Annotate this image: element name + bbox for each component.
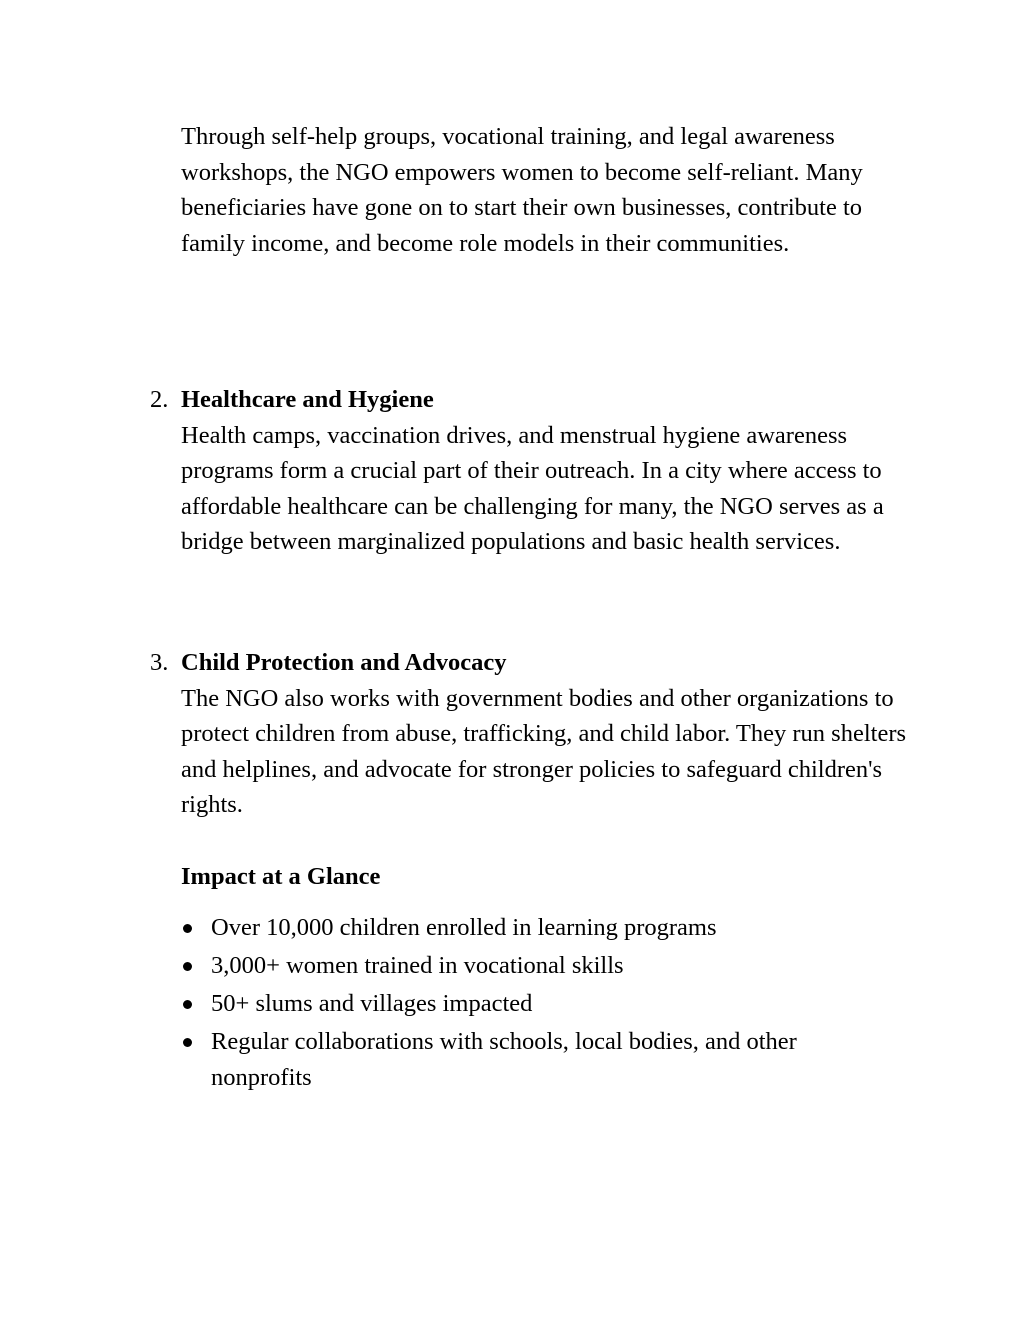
bullet-icon <box>183 1000 192 1009</box>
bullet-text: Regular collaborations with schools, local bodies, and other nonprofits <box>211 1028 797 1091</box>
bullet-icon <box>183 924 192 933</box>
intro-paragraph <box>181 119 911 261</box>
bullet-text: 3,000+ women trained in vocational skills <box>211 952 624 979</box>
section-text-healthcare: Health camps, vaccination drives, and menstrual hygiene awareness programs form a crucial part of their outreach. In a city where access to affordable healthcare can be challenging for many, the NGO serves as a bridge between marginalized populations and basic health services. <box>181 421 884 556</box>
bullet-text: 50+ slums and villages impacted <box>211 990 533 1017</box>
bullet-icon <box>183 962 192 971</box>
bullet-text: Over 10,000 children enrolled in learning programs <box>211 914 717 941</box>
section-text-child-protection: The NGO also works with government bodies and other organizations to protect children from abuse, trafficking, and child labor. They run shelters and helplines, and advocate for stronger policies to safeguard children's rights. <box>181 684 907 819</box>
section-title-child-protection: Child Protection and Advocacy <box>181 649 507 676</box>
list-item-number: 2. <box>150 386 169 413</box>
bullet-item <box>181 1024 881 1096</box>
list-item-number: 3. <box>150 649 169 676</box>
bullet-item <box>181 986 881 1022</box>
bullet-item <box>181 948 881 984</box>
impact-heading: Impact at a Glance <box>181 863 381 890</box>
list-item-body <box>181 645 911 823</box>
section-title-healthcare: Healthcare and Hygiene <box>181 386 434 413</box>
impact-bullet-list <box>181 910 881 1098</box>
bullet-item <box>181 910 881 946</box>
list-item-body <box>181 382 911 560</box>
intro-text: Through self-help groups, vocational training, and legal awareness workshops, the NGO empowers women to become self-reliant. Many beneficiaries have gone on to start their own businesses, contribute to family income, and become role models in their communities. <box>181 123 863 257</box>
bullet-icon <box>183 1038 192 1047</box>
